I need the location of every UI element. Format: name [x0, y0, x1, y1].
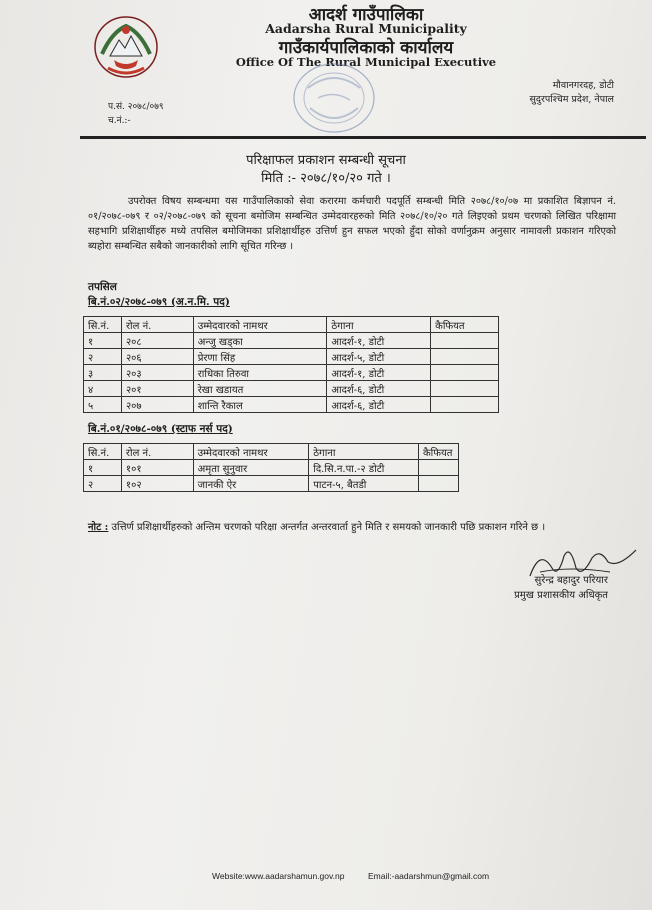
table2-caption: बि.नं.०१/२०७८-०७९ (स्टाफ नर्स पद) — [88, 423, 233, 435]
signatory-designation: प्रमुख प्रशासकीय अधिकृत — [514, 590, 608, 601]
municipality-name-english: Aadarsha Rural Municipality — [265, 21, 467, 36]
col-header-name: उम्मेदवारको नामथर — [193, 317, 327, 333]
reference-number: प.सं. २०७८/०७९ — [108, 102, 164, 112]
cell-roll: २०७ — [121, 397, 193, 413]
cell-roll: १०२ — [121, 476, 193, 492]
cell-sn: २ — [84, 349, 122, 365]
note-text: उत्तिर्ण प्रशिक्षार्थीहरुको अन्तिम चरणको परिक्षा अन्तर्गत अन्तरवार्ता हुने मिति र समयको जानकारी पछि प्रकाशन गरिने छ । — [111, 522, 546, 533]
cell-address: आदर्श-५, डोटी — [327, 349, 431, 365]
table-header-row — [84, 317, 499, 333]
footer-email: Email:-aadarshmun@gmail.com — [368, 871, 490, 881]
cell-remarks — [431, 365, 499, 381]
footer-website: Website:www.aadarshamun.gov.np — [212, 871, 345, 881]
address-line-1: मौवानगरदह, डोटी — [552, 80, 614, 91]
col-header-remarks: कैफियत — [431, 317, 499, 333]
cell-address: पाटन-५, बैतडी — [309, 476, 419, 492]
table-row — [84, 365, 499, 381]
dispatch-number: च.नं.:- — [108, 116, 131, 126]
cell-address: आदर्श-१, डोटी — [327, 333, 431, 349]
cell-sn: १ — [84, 333, 122, 349]
table-row — [84, 397, 499, 413]
cell-name: राधिका तिरुवा — [193, 365, 327, 381]
cell-name: रेखा खडायत — [193, 381, 327, 397]
cell-remarks — [418, 460, 458, 476]
table-row — [84, 476, 459, 492]
col-header-sn: सि.नं. — [84, 317, 122, 333]
cell-remarks — [431, 349, 499, 365]
cell-sn: ३ — [84, 365, 122, 381]
results-table-staff-nurse — [83, 443, 459, 492]
table-row — [84, 333, 499, 349]
cell-remarks — [431, 333, 499, 349]
col-header-sn: सि.नं. — [84, 444, 122, 460]
cell-remarks — [431, 397, 499, 413]
cell-name: जानकी ऐर — [193, 476, 309, 492]
col-header-address: ठेगाना — [309, 444, 419, 460]
table-row — [84, 460, 459, 476]
cell-sn: ५ — [84, 397, 122, 413]
table-row — [84, 349, 499, 365]
schedule-heading: तपसिल — [88, 281, 117, 293]
cell-roll: २०८ — [121, 333, 193, 349]
cell-address: दि.सि.न.पा.-२ डोटी — [309, 460, 419, 476]
address-line-2: सुदुरपश्चिम प्रदेश, नेपाल — [529, 94, 614, 105]
cell-roll: २०१ — [121, 381, 193, 397]
col-header-roll: रोल नं. — [121, 317, 193, 333]
col-header-remarks: कैफियत — [418, 444, 458, 460]
office-name-nepali: गाउँकार्यपालिकाको कार्यालय — [278, 38, 454, 58]
cell-address: आदर्श-६, डोटी — [327, 397, 431, 413]
cell-roll: १०१ — [121, 460, 193, 476]
notice-body: उपरोक्त विषय सम्बन्धमा यस गाउँपालिकाको सेवा करारमा कर्मचारी पदपूर्ति सम्बन्धी मिति २०७८/१०/०७ मा प्रकाशित बिज्ञापन नं. ०१/२०७८-०७९ र ०२/२०७८-०७९ को सूचना बमोजिम सम्बन्धित उम्मेदवारहरुको मिति २०७८/१०/२० गते लिइएको प्रथम चरणको लिखित परिक्षामा सहभागि प्रशिक्षार्थीहरु मध्ये तपसिल बमोजिमका प्रशिक्षार्थीहरु उत्तिर्ण हुन सफल भएको हुँदा सोको वर्णानुक्रम अनुसार नामावली प्रकाशन गरिएको ब्यहोरा सम्बन्धित सबैको जानकारीको लागि सूचित गरिन्छ । — [88, 196, 616, 252]
cell-name: प्रेरणा सिंह — [193, 349, 327, 365]
cell-roll: २०६ — [121, 349, 193, 365]
municipality-name-nepali: आदर्श गाउँपालिका — [308, 5, 424, 25]
col-header-name: उम्मेदवारको नामथर — [193, 444, 309, 460]
cell-address: आदर्श-१, डोटी — [327, 365, 431, 381]
results-table-anmi — [83, 316, 499, 413]
col-header-roll: रोल नं. — [121, 444, 193, 460]
note-label: नोट : — [88, 522, 109, 533]
cell-roll: २०३ — [121, 365, 193, 381]
cell-sn: २ — [84, 476, 122, 492]
cell-name: अमृता सुनुवार — [193, 460, 309, 476]
table1-caption: बि.नं.०२/२०७८-०७९ (अ.न.मि. पद) — [88, 296, 230, 308]
header-divider — [80, 136, 646, 139]
notice-date: मिति :- २०७८/१०/२० गते । — [261, 171, 391, 186]
cell-remarks — [431, 381, 499, 397]
col-header-address: ठेगाना — [327, 317, 431, 333]
cell-sn: ४ — [84, 381, 122, 397]
cell-name: अन्जु खड्का — [193, 333, 327, 349]
note-paragraph — [88, 520, 618, 535]
cell-remarks — [418, 476, 458, 492]
office-seal-stamp — [288, 58, 380, 136]
cell-name: शान्ति रैकाल — [193, 397, 327, 413]
table-row — [84, 381, 499, 397]
table-header-row — [84, 444, 459, 460]
signatory-name: सुरेन्द्र बहादुर परियार — [534, 575, 608, 586]
office-name-english: Office Of The Rural Municipal Executive — [235, 55, 497, 69]
cell-sn: १ — [84, 460, 122, 476]
cell-address: आदर्श-६, डोटी — [327, 381, 431, 397]
notice-title: परिक्षाफल प्रकाशन सम्बन्धी सूचना — [246, 153, 406, 168]
